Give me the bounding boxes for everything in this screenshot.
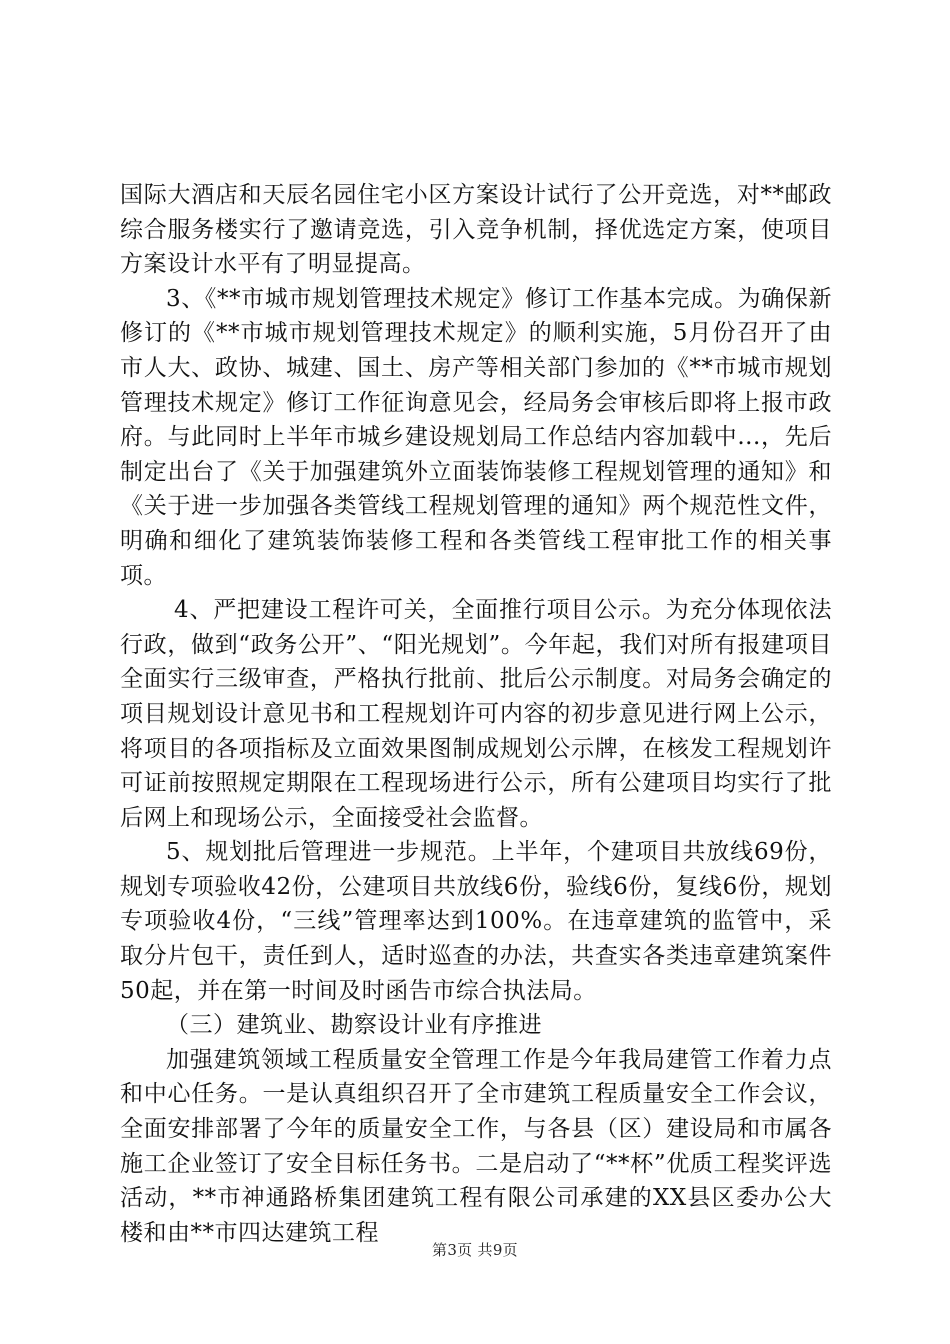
- section-heading: （三）建筑业、勘察设计业有序推进: [166, 1012, 542, 1039]
- document-body: [120, 178, 832, 1250]
- paragraph-item-5: 5、规划批后管理进一步规范。上半年，个建项目共放线69份，规划专项验收42份，公建项目共放线6份，验线6份，复线6份，规划专项验收4份，“三线”管理率达到100%。在违章建筑的监管中，采取分片包干，责任到人，适时巡查的办法，共查实各类违章建筑案件50起，并在第一时间及时函告市综合执法局。: [120, 839, 832, 1004]
- page-number-footer: 第3页 共9页: [432, 1241, 518, 1259]
- paragraph-item-3: 3、《**市城市规划管理技术规定》修订工作基本完成。为确保新修订的《**市城市规划管理技术规定》的顺利实施，5月份召开了由市人大、政协、城建、国土、房产等相关部门参加的《**市城市规划管理技术规定》修订工作征询意见会，经局务会审核后即将上报市政府。与此同时上半年市城乡建设规划局工作总结内容加载中...，先后制定出台了《关于加强建筑外立面装饰装修工程规划管理的通知》和《关于进一步加强各类管线工程规划管理的通知》两个规范性文件，明确和细化了建筑装饰装修工程和各类管线工程审批工作的相关事项。: [120, 285, 832, 589]
- paragraph-continued: 国际大酒店和天辰名园住宅小区方案设计试行了公开竞选，对**邮政综合服务楼实行了邀请竞选，引入竞争机制，择优选定方案，使项目方案设计水平有了明显提高。: [120, 182, 832, 278]
- paragraph-construction: 加强建筑领域工程质量安全管理工作是今年我局建管工作着力点和中心任务。一是认真组织召开了全市建筑工程质量安全工作会议，全面安排部署了今年的质量安全工作，与各县（区）建设局和市属各施工企业签订了安全目标任务书。二是启动了“**杯”优质工程奖评选活动，**市神通路桥集团建筑工程有限公司承建的XX县区委办公大楼和由**市四达建筑工程: [120, 1046, 832, 1246]
- paragraph-item-4: 4、严把建设工程许可关，全面推行项目公示。为充分体现依法行政，做到“政务公开”、“阳光规划”。今年起，我们对所有报建项目全面实行三级审查，严格执行批前、批后公示制度。对局务会确定的项目规划设计意见书和工程规划许可内容的初步意见进行网上公示，将项目的各项指标及立面效果图制成规划公示牌，在核发工程规划许可证前按照规定期限在工程现场进行公示，所有公建项目均实行了批后网上和现场公示，全面接受社会监督。: [120, 597, 832, 831]
